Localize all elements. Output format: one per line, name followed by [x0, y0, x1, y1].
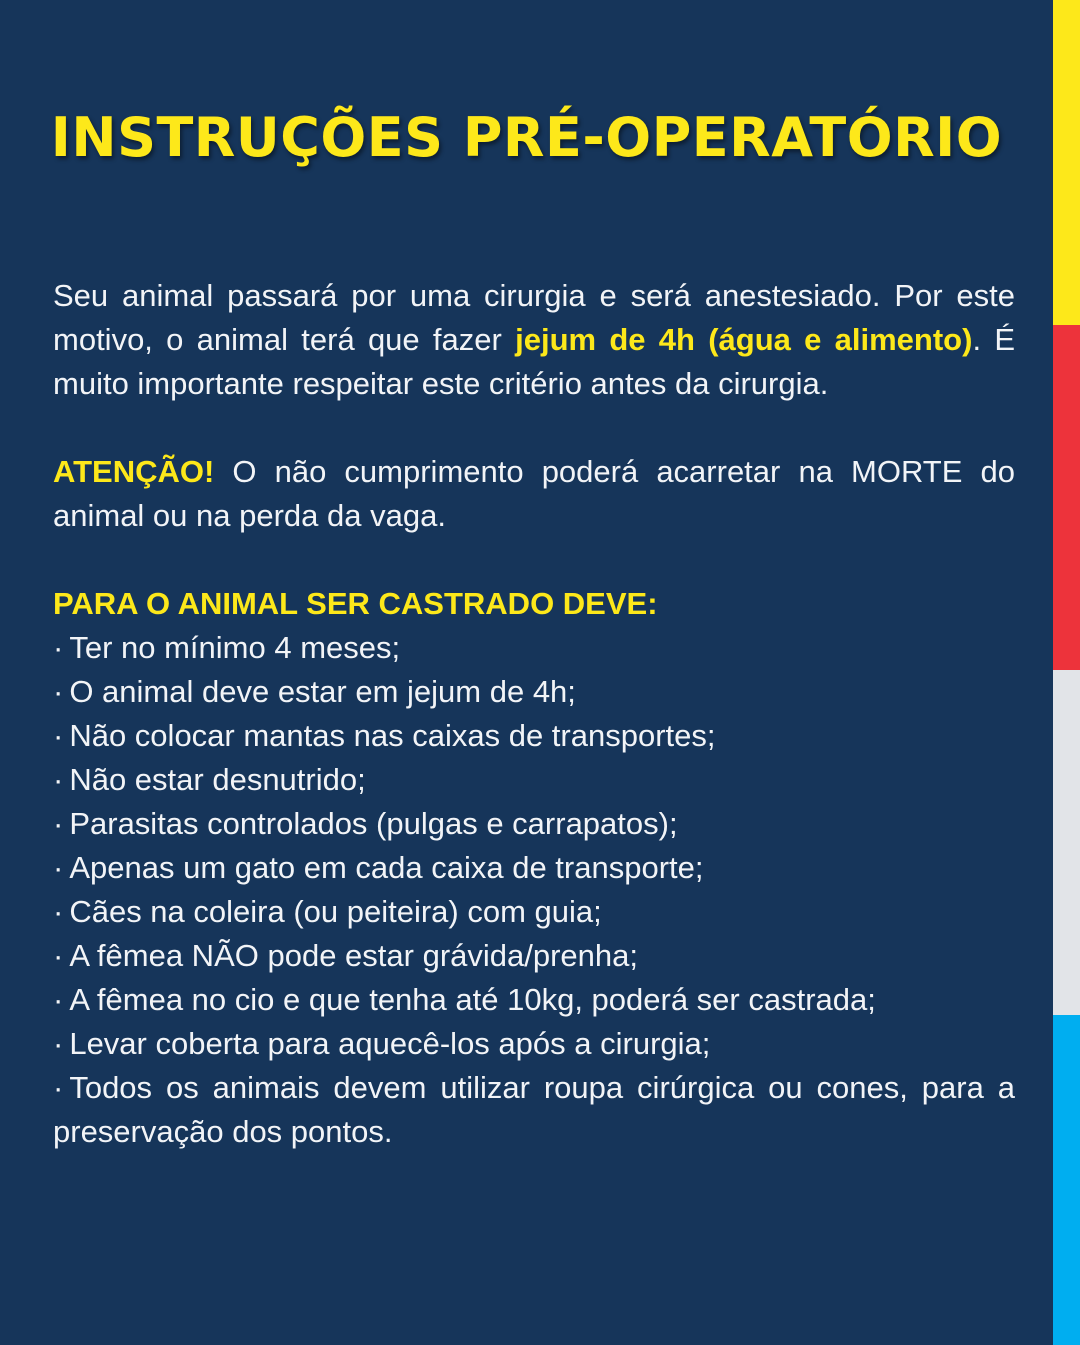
- bullet-icon: ·: [53, 806, 64, 841]
- bullet-icon: ·: [53, 674, 64, 709]
- intro-paragraph: [53, 274, 1015, 406]
- bullet-icon: ·: [53, 630, 64, 665]
- list-item: · A fêmea NÃO pode estar grávida/prenha;: [53, 938, 638, 973]
- bullet-icon: ·: [53, 1026, 64, 1061]
- requirements-heading: PARA O ANIMAL SER CASTRADO DEVE:: [53, 586, 658, 621]
- stripe-blue: [1053, 1015, 1080, 1345]
- content: [53, 274, 1015, 1154]
- list-item: · Não colocar mantas nas caixas de transportes;: [53, 718, 716, 753]
- list-item: · Ter no mínimo 4 meses;: [53, 630, 401, 665]
- bullet-icon: ·: [53, 762, 64, 797]
- stripe-yellow: [1053, 0, 1080, 325]
- warning-label: ATENÇÃO!: [53, 454, 215, 489]
- list-item: · Não estar desnutrido;: [53, 762, 366, 797]
- bullet-icon: ·: [53, 718, 64, 753]
- bullet-icon: ·: [53, 894, 64, 929]
- list-item: · A fêmea no cio e que tenha até 10kg, poderá ser castrada;: [53, 982, 876, 1017]
- bullet-icon: ·: [53, 938, 64, 973]
- requirements-list: [53, 626, 1015, 1154]
- intro-text-2: . É muito importante respeitar este critério antes da cirurgia.: [53, 322, 1016, 401]
- bullet-icon: ·: [53, 982, 64, 1017]
- list-item: · Parasitas controlados (pulgas e carrapatos);: [53, 806, 678, 841]
- list-item: · Apenas um gato em cada caixa de transporte;: [53, 850, 704, 885]
- page-title: INSTRUÇÕES PRÉ-OPERATÓRIO: [50, 106, 1003, 169]
- stripe-red: [1053, 325, 1080, 670]
- list-item: · Cães na coleira (ou peiteira) com guia;: [53, 894, 602, 929]
- warning-text: O não cumprimento poderá acarretar na MORTE do animal ou na perda da vaga.: [53, 454, 1015, 533]
- intro-text-1: Seu animal passará por uma cirurgia e será anestesiado. Por este motivo, o animal terá que fazer: [53, 278, 1015, 357]
- list-item: · Todos os animais devem utilizar roupa cirúrgica ou cones, para a preservação dos pontos.: [53, 1070, 1015, 1149]
- bullet-icon: ·: [53, 850, 64, 885]
- warning-paragraph: [53, 450, 1015, 538]
- list-item: · Levar coberta para aquecê-los após a cirurgia;: [53, 1026, 711, 1061]
- list-item: · O animal deve estar em jejum de 4h;: [53, 674, 576, 709]
- fasting-highlight: jejum de 4h (água e alimento): [515, 322, 973, 357]
- bullet-icon: ·: [53, 1070, 64, 1105]
- stripe-gray: [1053, 670, 1080, 1015]
